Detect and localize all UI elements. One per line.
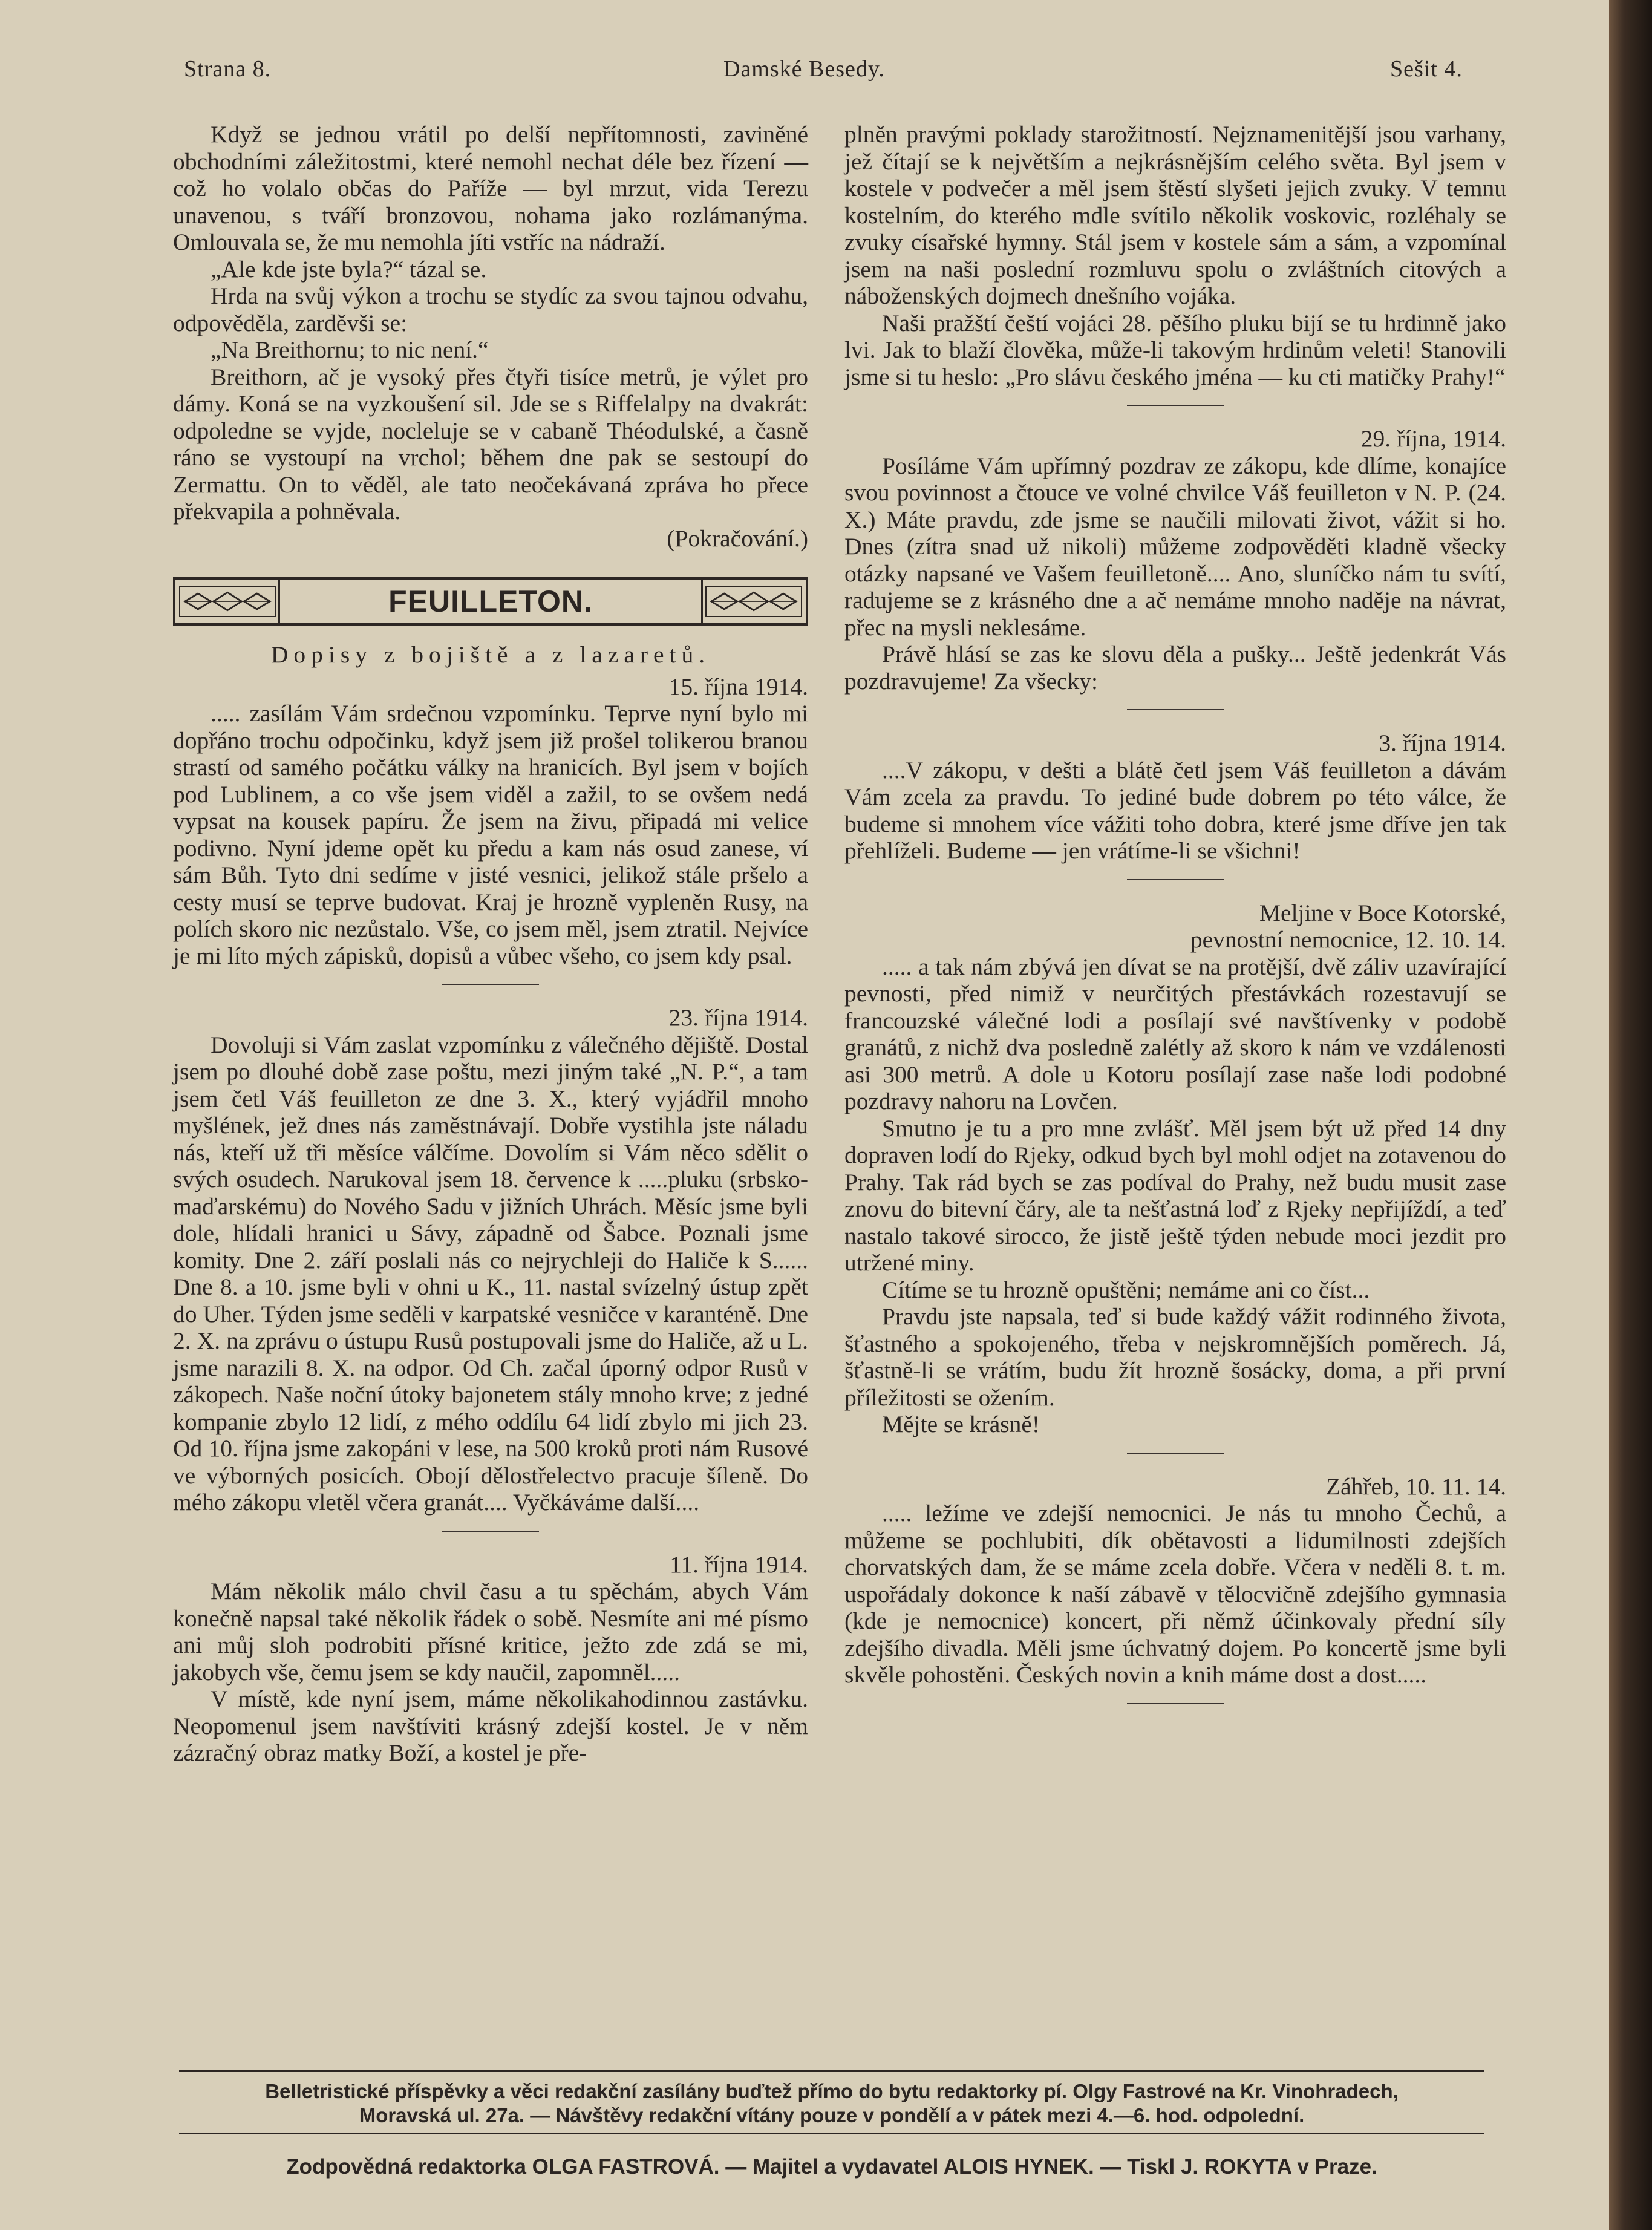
- section-divider: [1127, 879, 1224, 880]
- section-divider: [1127, 1453, 1224, 1454]
- section-subtitle: Dopisy z bojiště a z lazaretů.: [270, 641, 711, 668]
- letter-paragraph: plněn pravými poklady starožitností. Nejznamenitější jsou varhany, jež čítají se k největším a nejkrásnějším celého světa. Byl jsem v kostele v podvečer a měl jsem štěstí slyšeti jejich zvuky. V temnu kostelním, do kterého mdle svítilo několik voskovic, rozléhaly se zvuky císařské hymny. Stál jsem v kostele sám a sám, a vzpomínal jsem na naši poslední rozmluvu spolu o zvláštních citových a náboženských dojmech dnešního vojáka.: [844, 121, 1506, 309]
- editorial-note-address: Moravská ul. 27a. — Návštěvy redakční vítány pouze v pondělí a v pátek mezi 4.—6. hod. odpolední.: [359, 2104, 1305, 2127]
- letter-paragraph: Pravdu jste napsala, teď si bude každý vážit rodinného života, šťastného a spokojeného, třeba v nejskromnějších poměrech. Já, šťastně-li se vrátím, budu žít hrozně šosácky, doma, a při první příležitosti se ožením.: [844, 1303, 1506, 1411]
- letter-date: Záhřeb, 10. 11. 14.: [1325, 1473, 1506, 1500]
- letter-place: Meljine v Boce Kotorské,: [1259, 899, 1506, 926]
- imprint-line: Zodpovědná redaktorka OLGA FASTROVÁ. — Majitel a vydavatel ALOIS HYNEK. — Tiskl J. ROKYTA v Praze.: [286, 2155, 1377, 2179]
- letter-paragraph: Dovoluji si Vám zaslat vzpomínku z válečného dějiště. Dostal jsem po dlouhé době zase poštu, mezi jiným také „N. P.“, a tam jsem četl Váš feuilleton ze dne 3. X., který vyjádřil mnoho myšlének, jež dnes nás zaměstnávají. Dobře vystihla jste náladu nás, kteří už tři měsíce válčíme. Dovolím si Vám něco sdělit o svých osudech. Narukoval jsem 18. července k .....pluku (srbsko-maďarskému) do Nového Sadu v jižních Uhrách. Měsíc jsme byli dole, hlídali hranici u Sávy, západně od Šabce. Poznali jsme komity. Dne 2. září poslali nás co nejrychleji do Haliče k S...... Dne 8. a 10. jsme byli v ohni u K., 11. nastal svízelný ústup zpět do Uher. Týden jsme seděli v karpatské vesničce v karanténě. Dne 2. X. na zprávu o ústupu Rusů postupovali jsme do Haliče, až u L. jsme narazili 8. X. na odpor. Od Ch. začal úporný odpor Rusů v zákopech. Naše noční útoky bajonetem stály mnoho krve; z jedné kompanie zbylo 12 lidí, z mého oddílu 64 lidí zbylo mi jich 23. Od 10. října jsme zakopáni v lese, na 500 kroků proti nám Rusové ve výborných posicích. Obojí dělostřelectvo pracuje šíleně. Do mého zákopu vletěl včera granát.... Vyčkáváme další....: [173, 1031, 808, 1516]
- letter-paragraph: Smutno je tu a pro mne zvlášť. Měl jsem být už před 14 dny dopraven lodí do Rjeky, odkud bych byl mohl odjet na zotavenou do Prahy. Tak rád bych se zas podíval do Prahy, než budu musit zase znovu do bitevní čáry, ale ta nešťastná loď z Rjeky nepřijíždí, a teď nastalo takové sirocco, že jistě ještě týden nebude moci jezdit pro utržené miny.: [844, 1114, 1506, 1276]
- letter-date: pevnostní nemocnice, 12. 10. 14.: [1190, 926, 1506, 953]
- footer-rule: [179, 2133, 1484, 2134]
- letter-paragraph: Právě hlásí se zas ke slovu děla a pušky... Ještě jedenkrát Vás pozdravujeme! Za všecky:: [844, 641, 1506, 695]
- letter-paragraph: ....V zákopu, v dešti a blátě četl jsem Váš feuilleton a dávám Vám zcela za pravdu. To jediné bude dobrem po této válce, že budeme si mnohem více vážiti toho dobra, které jsme dříve jen tak přehlíželi. Budeme — jen vrátíme-li se všichni!: [844, 756, 1506, 864]
- issue-number-header: Sešit 4.: [1390, 56, 1463, 82]
- letter-paragraph: ..... a tak nám zbývá jen dívat se na protější, dvě záliv uzavírající pevnosti, před nimiž v neurčitých přestávkách rozestavují se francouzské válečné lodi a posílají své navštívenky v podobě granátů, z nichž dva posledně zalétly až skoro k nám ve vzdálenosti asi 300 metrů. A dole u Kotoru posílají zase naše lodi podobné pozdravy nahoru na Lovčen.: [844, 953, 1506, 1114]
- letter-date: 3. října 1914.: [1379, 730, 1506, 756]
- letter-date: 15. října 1914.: [668, 673, 808, 700]
- letter-paragraph: Posíláme Vám upřímný pozdrav ze zákopu, kde dlíme, konajíce svou povinnost a čtouce ve volné chvilce Váš feuilleton v N. P. (24. X.) Máte pravdu, zde jsme se naučili milovati život, vážit si ho. Dnes (zítra snad už nikoli) můžeme zodpověděti kladně všecky otázky napsané ve Vašem feuilletoně.... Ano, sluníčko nám tu svítí, radujeme se z krásného dne a ač nemáme mnoho naděje na návrat, přec na mysli neklesáme.: [844, 452, 1506, 641]
- letter-paragraph: Cítíme se tu hrozně opuštěni; nemáme ani co číst...: [882, 1276, 1370, 1303]
- feuilleton-banner: [173, 577, 808, 626]
- novel-paragraph: Hrda na svůj výkon a trochu se stydíc za svou tajnou odvahu, odpověděla, zarděvši se:: [173, 283, 808, 336]
- letter-paragraph: Mějte se krásně!: [882, 1411, 1040, 1437]
- letter-date: 11. října 1914.: [670, 1551, 808, 1578]
- novel-paragraph: Breithorn, ač je vysoký přes čtyři tisíce metrů, je výlet pro dámy. Koná se na vyzkoušení sil. Jde se s Riffelalpy na dvakrát: odpoledne se vyjde, nocleluje se v cabaně Théodulské, a časně ráno se vystoupí na vrchol; během dne pak se sestoupí do Zermattu. On to věděl, ale tato neočekávaná zpráva ho přece překvapila a pohněvala.: [173, 363, 808, 525]
- letter-paragraph: Mám několik málo chvil času a tu spěchám, abych Vám konečně napsal také několik řádek o sobě. Nesmíte ani mé písmo ani můj sloh podrobiti přísné kritice, ježto zde zdá se mi, jakobych vše, čemu jsem se kdy naučil, zapomněl.....: [173, 1578, 808, 1686]
- section-title: FEUILLETON.: [278, 580, 703, 623]
- novel-paragraph: „Na Breithornu; to nic není.“: [211, 336, 489, 363]
- magazine-title-header: Damské Besedy.: [723, 56, 885, 82]
- letter-date: 23. října 1914.: [668, 1004, 808, 1031]
- section-divider: [442, 984, 539, 985]
- letter-paragraph: Naši pražští čeští vojáci 28. pěšího pluku bijí se tu hrdinně jako lvi. Jak to blaží člověka, může-li takovým hrdinům veleti! Stanovili jsme si tu heslo: „Pro slávu českého jména — ku cti matičky Prahy!“: [844, 309, 1506, 390]
- letter-paragraph: ..... ležíme ve zdejší nemocnici. Je nás tu mnoho Čechů, a můžeme se pochlubiti, dík obětavosti a lidumilnosti zdejších chorvatských dam, že se máme zcela dobře. Včera v neděli 8. t. m. uspořádaly dokonce k naší zábavě v tělocvičně zdejšího gymnasia (kde je nemocnice) koncert, při němž účinkovaly přední síly zdejšího divadla. Měli jsme úchvatný dojem. Po koncertě jsme byli skvěle pohostěni. Českých novin a knih máme dost a dost.....: [844, 1500, 1506, 1688]
- section-divider: [1127, 1703, 1224, 1704]
- continued-note: (Pokračování.): [667, 525, 808, 552]
- letter-date: 29. října, 1914.: [1360, 425, 1506, 452]
- ornament-right-icon: [705, 586, 802, 617]
- section-divider: [1127, 405, 1224, 406]
- section-divider: [1127, 709, 1224, 710]
- section-divider: [442, 1531, 539, 1532]
- novel-paragraph: Když se jednou vrátil po delší nepřítomnosti, zaviněné obchodními záležitostmi, které nemohl nechat déle bez řízení — což ho volalo občas do Paříže — byl mrzut, vida Terezu unavenou, s tváří bronzovou, nohama jako rozlámanýma. Omlouvala se, že mu nemohla jíti vstříc na nádraží.: [173, 121, 808, 255]
- left-column: [173, 121, 808, 1767]
- footer-rule: [179, 2070, 1484, 2072]
- letter-paragraph: V místě, kde nyní jsem, máme několikahodinnou zastávku. Neopomenul jsem navštíviti krásný zdejší kostel. Je v něm zázračný obraz matky Boží, a kostel je pře-: [173, 1686, 808, 1766]
- page-footer: [179, 2070, 1484, 2179]
- novel-paragraph: „Ale kde jste byla?“ tázal se.: [211, 255, 487, 283]
- letter-paragraph: ..... zasílám Vám srdečnou vzpomínku. Teprve nyní bylo mi dopřáno trochu odpočinku, když jsem již prošel tolikerou branou strastí od samého počátku války na hranicích. Byl jsem v bojích pod Lublinem, a co vše jsem viděl a zažil, to se ovšem nedá vypsat na kousek papíru. Že jsem na živu, připadá mi velice podivno. Nyní jdeme opět ku předu a kam nás osud zanese, ví sám Bůh. Tyto dni sedíme v jisté vesnici, jelikož stále pršelo a cesty musí se teprve budovat. Kraj je hrozně vypleněn Rusy, na polích skoro nic nezůstalo. Vše, co jsem měl, jsem ztratil. Nejvíce je mi líto mých zápisků, dopisů a vůbec všeho, co jsem kdy psal.: [173, 700, 808, 969]
- editorial-note: Belletristické příspěvky a věci redakční zasílány buďtež přímo do bytu redaktorky pí. Olgy Fastrové na Kr. Vinohradech,: [265, 2080, 1399, 2102]
- ornament-left-icon: [179, 586, 276, 617]
- right-column: [844, 121, 1506, 1724]
- page-number-header: Strana 8.: [184, 56, 272, 82]
